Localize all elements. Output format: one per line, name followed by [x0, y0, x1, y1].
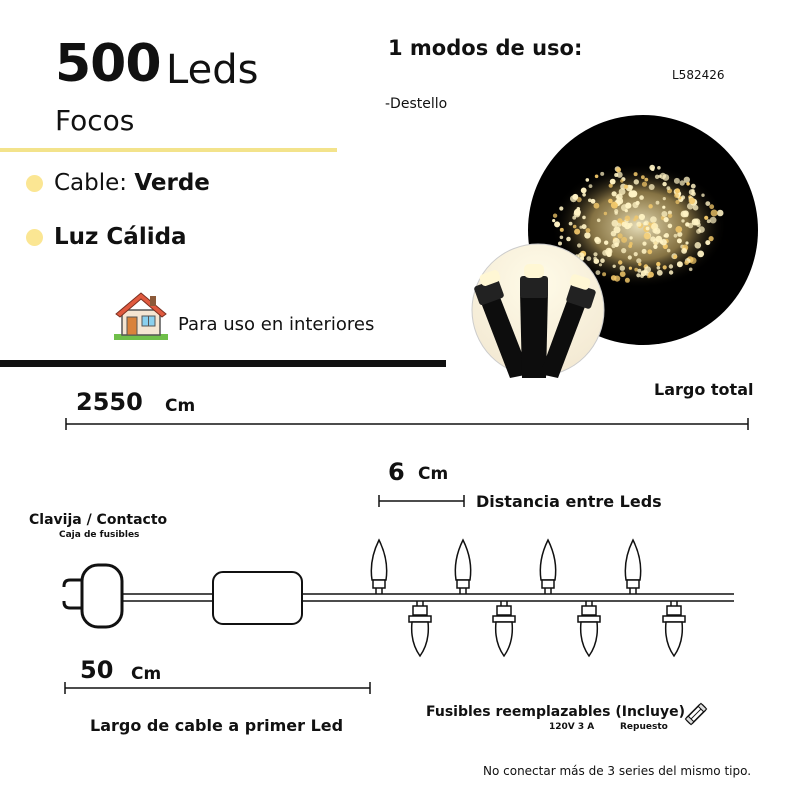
yellow-divider — [0, 148, 337, 152]
lead-length-unit: Cm — [131, 664, 162, 684]
spacing-dimension-line — [374, 493, 470, 509]
spacing-unit: Cm — [418, 464, 449, 484]
light-feature: Luz Cálida — [54, 224, 187, 250]
led-bulb-icon — [625, 540, 640, 594]
fuse-box — [213, 572, 302, 624]
cable-feature — [54, 170, 210, 196]
led-bulb-icon — [371, 540, 386, 594]
closeup-photo — [470, 242, 606, 378]
spacing-value: 6 — [388, 458, 405, 486]
bullet-dot-icon — [26, 229, 43, 246]
cable-label: Cable: — [54, 170, 128, 196]
fuses-rating: 120V 3 A — [549, 722, 595, 732]
black-divider — [0, 360, 446, 367]
led-count-unit: Leds — [166, 47, 259, 93]
led-bulb-icon — [578, 601, 600, 656]
product-subtitle: Focos — [55, 104, 135, 137]
led-bulb-icon — [540, 540, 555, 594]
modes-title: 1 modos de uso: — [388, 36, 583, 60]
plug-icon — [64, 565, 122, 627]
plug-subtitle: Caja de fusibles — [59, 530, 140, 540]
total-length-label: Largo total — [654, 380, 754, 399]
wiring-diagram — [0, 530, 800, 670]
led-bulb-icon — [493, 601, 515, 656]
bullet-dot-icon — [26, 175, 43, 192]
lead-length-dimension-line — [60, 680, 376, 696]
spacing-label: Distancia entre Leds — [476, 492, 662, 511]
total-length-dimension-line — [60, 416, 756, 432]
house-icon — [112, 290, 170, 342]
warning-note: No conectar más de 3 series del mismo tipo. — [483, 764, 752, 778]
total-length-unit: Cm — [165, 396, 196, 416]
led-bulb-icon — [663, 601, 685, 656]
led-count: 500 — [55, 34, 161, 94]
led-bulb-icon — [455, 540, 470, 594]
fuse-icon — [682, 700, 710, 728]
lead-length-value: 50 — [80, 656, 114, 684]
total-length-value: 2550 — [76, 388, 143, 416]
product-sku: L582426 — [672, 68, 725, 82]
plug-title: Clavija / Contacto — [29, 512, 168, 528]
lead-length-label: Largo de cable a primer Led — [90, 716, 344, 735]
indoor-use-label: Para uso en interiores — [178, 314, 375, 335]
mode-item: -Destello — [385, 96, 448, 112]
fuses-spare: Repuesto — [620, 722, 668, 732]
cable-value: Verde — [134, 170, 210, 196]
led-bulb-icon — [409, 601, 431, 656]
fuses-title: Fusibles reemplazables (Incluye) — [426, 704, 686, 720]
